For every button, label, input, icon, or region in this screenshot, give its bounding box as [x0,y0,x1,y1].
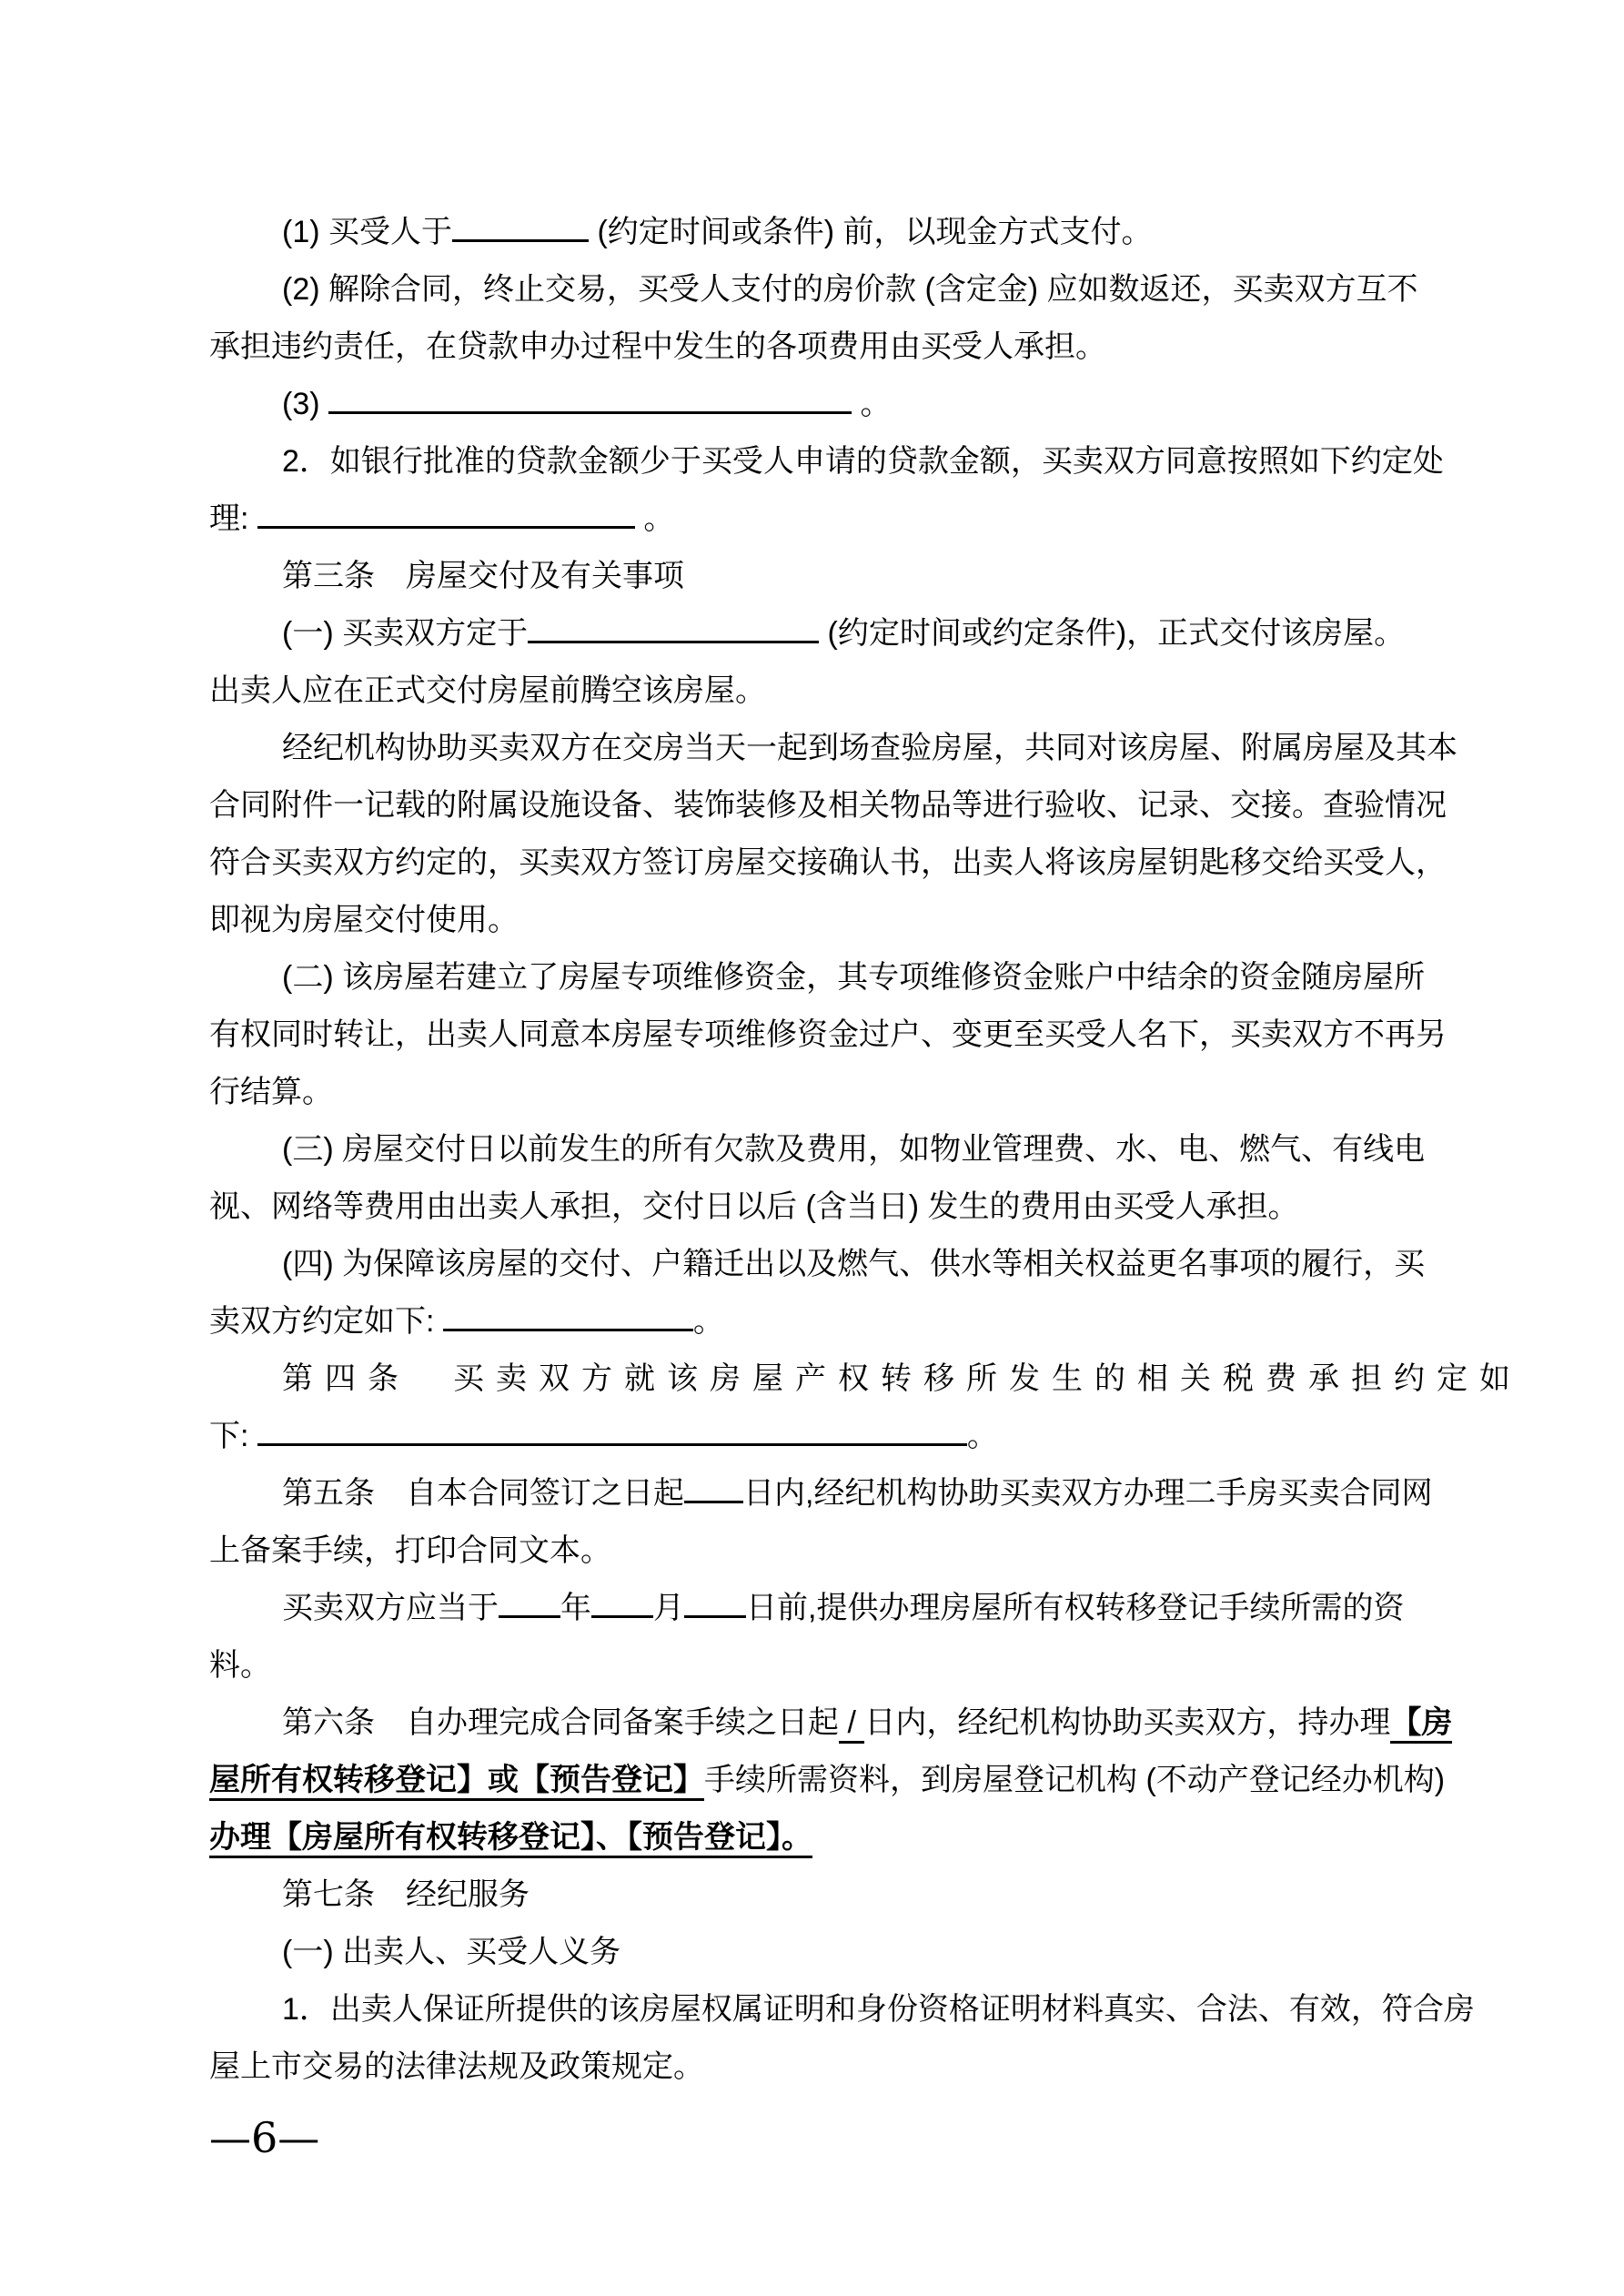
fill-in-blank [452,216,589,242]
paragraph-line [209,834,1469,892]
paragraph-line [209,777,1469,834]
text-run: (四) 为保障该房屋的交付、户籍迁出以及燃气、供水等相关权益更名事项的履行，买 [282,1247,1426,1281]
text-run: (一) 买卖双方定于 [282,616,529,651]
text-run: (1) 买受人于 [282,215,452,249]
text-run: (2) 解除合同，终止交易，买受人支付的房价款 (含定金) 应如数返还，买卖双方互不 [282,272,1418,307]
text-run: 日前,提供办理房屋所有权转移登记手续所需的资 [746,1591,1405,1625]
text-run: 上备案手续，打印合同文本。 [209,1533,611,1568]
paragraph-line [209,1178,1469,1236]
text-run: 料。 [209,1648,271,1683]
text-run: 1．出卖人保证所提供的该房屋权属证明和身份资格证明材料真实、合法、有效，符合房 [282,1992,1475,2027]
paragraph-line [209,204,1469,261]
text-run: / [839,1705,864,1744]
text-run: 屋上市交易的法律法规及政策规定。 [209,2049,704,2084]
paragraph-line [209,892,1469,949]
text-run: 。 [634,501,675,536]
text-run: 卖双方约定如下: [209,1304,443,1339]
fill-in-blank [257,502,635,529]
text-run: 承担违约责任，在贷款申办过程中发生的各项费用由买受人承担。 [209,329,1106,364]
fill-in-blank [528,617,819,643]
text-run: (一) 出卖人、买受人义务 [282,1935,621,1969]
paragraph-line [209,1522,1469,1580]
paragraph-line [209,720,1469,777]
text-run: 视、网络等费用由出卖人承担，交付日以后 (含当日) 发生的费用由买受人承担。 [209,1189,1299,1224]
text-run: 经纪机构协助买卖双方在交房当天一起到场查验房屋，共同对该房屋、附属房屋及其本 [282,731,1458,765]
paragraph-line [209,1064,1469,1121]
text-run: 屋所有权转移登记】或【预告登记】 [209,1763,704,1801]
paragraph-line [209,1809,1469,1866]
text-run: 第五条 自本合同签订之日起 [282,1476,684,1511]
text-run: 【房 [1390,1705,1452,1744]
text-run: (二) 该房屋若建立了房屋专项维修资金，其专项维修资金账户中结余的资金随房屋所 [282,960,1426,995]
text-run: (3) [282,387,328,421]
paragraph-line [209,319,1469,376]
text-run: 买卖双方应当于 [282,1591,499,1625]
text-run: 符合买卖双方约定的，买卖双方签订房屋交接确认书，出卖人将该房屋钥匙移交给买受人， [209,845,1447,880]
text-run: 行结算。 [209,1075,333,1109]
paragraph-line [209,1293,1469,1350]
paragraph-line [209,1006,1469,1064]
text-run: 。 [966,1419,998,1453]
text-run: 。 [852,387,892,421]
paragraph-line [209,1121,1469,1178]
fill-in-blank [499,1592,560,1618]
fill-in-blank [684,1592,746,1618]
paragraph-line [209,1236,1469,1293]
text-run: 合同附件一记载的附属设施设备、装饰装修及相关物品等进行验收、记录、交接。查验情况 [209,788,1447,823]
text-run: 办理【房屋所有权转移登记】、【预告登记】。 [209,1820,812,1858]
paragraph-line [209,663,1469,720]
paragraph-line [209,2038,1469,2096]
text-run: 日内,经纪机构协助买卖双方办理二手房买卖合同网 [743,1476,1433,1511]
paragraph-line [209,1580,1469,1637]
text-run: 手续所需资料，到房屋登记机构 (不动产登记经办机构) [704,1763,1446,1797]
fill-in-blank [684,1477,743,1503]
text-run: (约定时间或条件) 前，以现金方式支付。 [589,215,1153,249]
text-run: 第三条 房屋交付及有关事项 [282,559,684,593]
text-run: 第六条 自办理完成合同备案手续之日起 [282,1705,839,1740]
text-run: (三) 房屋交付日以前发生的所有欠款及费用，如物业管理费、水、电、燃气、有线电 [282,1132,1426,1167]
text-run: 日内，经纪机构协助买卖双方，持办理 [864,1705,1391,1740]
document-body [209,204,1522,2165]
paragraph-line [209,1408,1469,1465]
paragraph-line [209,605,1469,663]
paragraph-line [209,1694,1469,1752]
fill-in-blank [328,388,852,414]
page-number: —6— [209,2113,320,2162]
text-run: 年 [560,1591,591,1625]
fill-in-blank [257,1420,967,1446]
paragraph-line [209,1866,1469,1924]
paragraph-line [209,1350,1522,1408]
text-run: 下: [209,1419,257,1453]
text-run: 第七条 经纪服务 [282,1877,530,1912]
paragraph-line [209,376,1469,433]
text-run: 月 [653,1591,684,1625]
text-run: 出卖人应在正式交付房屋前腾空该房屋。 [209,673,766,708]
text-run: 。 [692,1304,724,1339]
paragraph-line [209,548,1469,605]
text-run: 即视为房屋交付使用。 [209,903,519,937]
fill-in-blank [591,1592,653,1618]
fill-in-blank [443,1305,693,1331]
paragraph-line [209,1981,1475,2038]
paragraph-line [209,491,1469,548]
paragraph-line [209,1752,1469,1809]
text-run: 理: [209,501,257,536]
paragraph-line [209,1924,1469,1981]
text-run: (约定时间或约定条件)，正式交付该房屋。 [819,616,1406,651]
text-run: 第四条 买卖双方就该房屋产权转移所发生的相关税费承担约定如 [282,1361,1522,1396]
paragraph-line [209,261,1469,319]
paragraph-line [209,1465,1469,1522]
text-run: 2．如银行批准的贷款金额少于买受人申请的贷款金额，买卖双方同意按照如下约定处 [282,444,1444,479]
text-run: 有权同时转让，出卖人同意本房屋专项维修资金过户、变更至买受人名下，买卖双方不再另 [209,1017,1447,1052]
paragraph-line [209,1637,1469,1694]
paragraph-line [209,949,1469,1006]
paragraph-line [209,433,1469,491]
